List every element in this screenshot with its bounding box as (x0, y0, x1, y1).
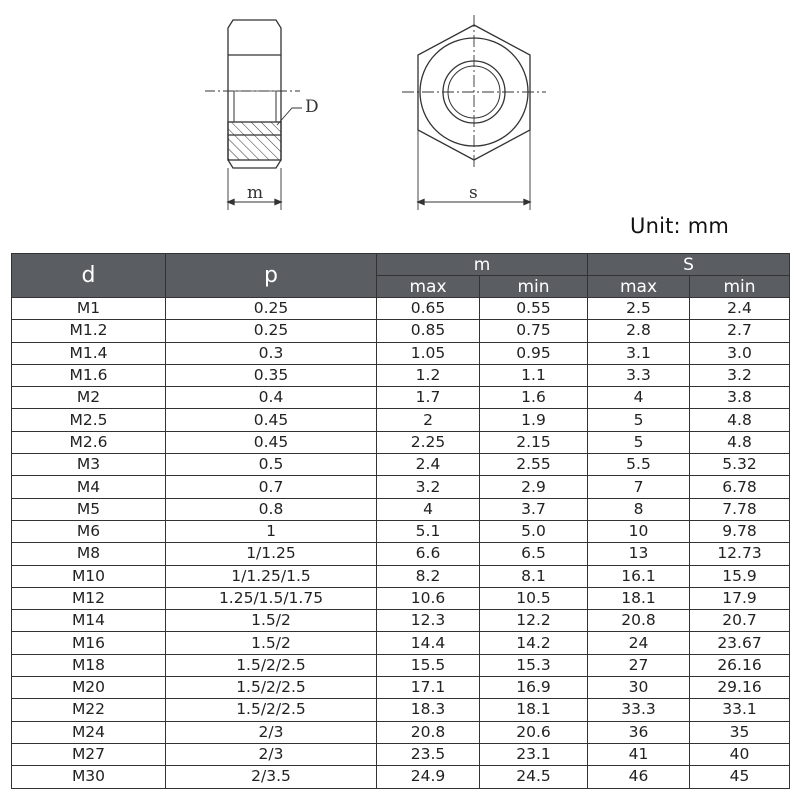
cell-s-max: 10 (588, 520, 690, 542)
cell-s-min: 9.78 (690, 520, 790, 542)
cell-s-max: 36 (588, 721, 690, 743)
table-row (12, 699, 790, 721)
cell-d: M1 (12, 298, 166, 320)
cell-m-min: 1.9 (480, 409, 588, 431)
cell-d: M20 (12, 677, 166, 699)
cell-d: M14 (12, 610, 166, 632)
cell-s-min: 45 (690, 766, 790, 788)
cell-m-min: 8.1 (480, 565, 588, 587)
cell-s-min: 12.73 (690, 543, 790, 565)
cell-p: 0.4 (166, 387, 377, 409)
cell-d: M10 (12, 565, 166, 587)
cell-m-min: 18.1 (480, 699, 588, 721)
cell-s-max: 16.1 (588, 565, 690, 587)
cell-p: 1 (166, 520, 377, 542)
cell-m-max: 1.2 (377, 364, 480, 386)
cell-m-max: 23.5 (377, 743, 480, 765)
cell-p: 2/3.5 (166, 766, 377, 788)
table-row (12, 587, 790, 609)
cell-s-max: 30 (588, 677, 690, 699)
cell-m-min: 0.95 (480, 342, 588, 364)
cell-s-min: 17.9 (690, 587, 790, 609)
cell-m-max: 24.9 (377, 766, 480, 788)
cell-d: M30 (12, 766, 166, 788)
header-d: d (12, 254, 166, 298)
cell-m-min: 2.55 (480, 454, 588, 476)
cell-m-max: 8.2 (377, 565, 480, 587)
table-row (12, 565, 790, 587)
front-view (402, 15, 546, 210)
cell-m-max: 15.5 (377, 654, 480, 676)
cell-p: 0.25 (166, 298, 377, 320)
cell-m-max: 2.4 (377, 454, 480, 476)
table-row (12, 543, 790, 565)
cell-s-max: 5.5 (588, 454, 690, 476)
cell-m-min: 10.5 (480, 587, 588, 609)
table-row (12, 342, 790, 364)
cell-s-min: 29.16 (690, 677, 790, 699)
cell-d: M18 (12, 654, 166, 676)
cell-p: 0.45 (166, 431, 377, 453)
cell-s-min: 4.8 (690, 409, 790, 431)
cell-s-max: 46 (588, 766, 690, 788)
cell-s-max: 8 (588, 498, 690, 520)
cell-s-min: 23.67 (690, 632, 790, 654)
cell-m-max: 3.2 (377, 476, 480, 498)
cell-m-max: 18.3 (377, 699, 480, 721)
cell-m-max: 1.7 (377, 387, 480, 409)
header-m: m (377, 254, 588, 276)
header-m-min: min (480, 276, 588, 298)
table-row (12, 721, 790, 743)
cell-d: M2.6 (12, 431, 166, 453)
cell-s-min: 5.32 (690, 454, 790, 476)
cell-m-min: 12.2 (480, 610, 588, 632)
cell-p: 1.5/2 (166, 632, 377, 654)
cell-d: M6 (12, 520, 166, 542)
cell-p: 0.25 (166, 320, 377, 342)
cell-s-min: 2.7 (690, 320, 790, 342)
cell-s-min: 3.8 (690, 387, 790, 409)
table-row (12, 743, 790, 765)
cell-m-max: 5.1 (377, 520, 480, 542)
cell-m-min: 6.5 (480, 543, 588, 565)
cell-p: 0.3 (166, 342, 377, 364)
cell-s-min: 33.1 (690, 699, 790, 721)
cell-s-min: 35 (690, 721, 790, 743)
cell-s-min: 3.2 (690, 364, 790, 386)
cell-d: M2.5 (12, 409, 166, 431)
table-row (12, 766, 790, 788)
cell-s-max: 2.8 (588, 320, 690, 342)
cell-m-min: 24.5 (480, 766, 588, 788)
cell-m-min: 1.6 (480, 387, 588, 409)
cell-s-max: 20.8 (588, 610, 690, 632)
cell-m-max: 10.6 (377, 587, 480, 609)
cell-d: M3 (12, 454, 166, 476)
cell-m-max: 14.4 (377, 632, 480, 654)
cell-s-min: 3.0 (690, 342, 790, 364)
cell-s-min: 26.16 (690, 654, 790, 676)
cell-m-max: 0.65 (377, 298, 480, 320)
cell-s-max: 33.3 (588, 699, 690, 721)
table-row (12, 364, 790, 386)
cell-m-min: 14.2 (480, 632, 588, 654)
cell-m-max: 6.6 (377, 543, 480, 565)
cell-p: 0.45 (166, 409, 377, 431)
cell-p: 1.25/1.5/1.75 (166, 587, 377, 609)
cell-d: M1.6 (12, 364, 166, 386)
cell-p: 1.5/2 (166, 610, 377, 632)
cell-p: 1/1.25/1.5 (166, 565, 377, 587)
table-row (12, 520, 790, 542)
header-s-min: min (690, 276, 790, 298)
cell-m-max: 17.1 (377, 677, 480, 699)
cell-s-max: 24 (588, 632, 690, 654)
table-row (12, 654, 790, 676)
cell-s-min: 40 (690, 743, 790, 765)
cell-p: 0.35 (166, 364, 377, 386)
cell-s-max: 18.1 (588, 587, 690, 609)
width-label: s (469, 183, 478, 203)
cell-d: M1.4 (12, 342, 166, 364)
table-row (12, 431, 790, 453)
cell-s-min: 4.8 (690, 431, 790, 453)
cell-s-max: 2.5 (588, 298, 690, 320)
cell-d: M12 (12, 587, 166, 609)
table-row (12, 476, 790, 498)
cell-d: M27 (12, 743, 166, 765)
header-m-max: max (377, 276, 480, 298)
cell-s-min: 6.78 (690, 476, 790, 498)
thread-label: D (305, 97, 319, 117)
cell-s-min: 2.4 (690, 298, 790, 320)
table-row (12, 387, 790, 409)
hex-nut-drawing (0, 0, 800, 245)
cell-m-min: 1.1 (480, 364, 588, 386)
cell-p: 2/3 (166, 721, 377, 743)
cell-m-max: 0.85 (377, 320, 480, 342)
cell-m-min: 2.15 (480, 431, 588, 453)
cell-p: 0.7 (166, 476, 377, 498)
cell-d: M16 (12, 632, 166, 654)
cell-d: M22 (12, 699, 166, 721)
side-view (205, 20, 302, 210)
table-row (12, 610, 790, 632)
cell-m-max: 20.8 (377, 721, 480, 743)
cell-p: 2/3 (166, 743, 377, 765)
table-row (12, 677, 790, 699)
cell-m-min: 16.9 (480, 677, 588, 699)
cell-s-max: 5 (588, 431, 690, 453)
cell-m-min: 2.9 (480, 476, 588, 498)
cell-m-min: 0.55 (480, 298, 588, 320)
cell-m-max: 1.05 (377, 342, 480, 364)
cell-p: 1.5/2/2.5 (166, 654, 377, 676)
cell-m-min: 5.0 (480, 520, 588, 542)
cell-s-max: 4 (588, 387, 690, 409)
table-body (12, 298, 790, 789)
table-row (12, 409, 790, 431)
cell-d: M8 (12, 543, 166, 565)
table-row (12, 498, 790, 520)
cell-s-min: 7.78 (690, 498, 790, 520)
cell-p: 1.5/2/2.5 (166, 699, 377, 721)
cell-m-min: 20.6 (480, 721, 588, 743)
cell-m-min: 0.75 (480, 320, 588, 342)
cell-s-max: 27 (588, 654, 690, 676)
cell-p: 1/1.25 (166, 543, 377, 565)
cell-p: 0.8 (166, 498, 377, 520)
cell-d: M24 (12, 721, 166, 743)
cell-s-max: 3.1 (588, 342, 690, 364)
cell-m-max: 2.25 (377, 431, 480, 453)
dimension-table (11, 253, 790, 789)
cell-s-max: 7 (588, 476, 690, 498)
cell-d: M1.2 (12, 320, 166, 342)
header-s-max: max (588, 276, 690, 298)
height-label: m (247, 183, 264, 203)
cell-m-max: 12.3 (377, 610, 480, 632)
cell-s-max: 3.3 (588, 364, 690, 386)
cell-d: M4 (12, 476, 166, 498)
cell-d: M2 (12, 387, 166, 409)
cell-m-min: 15.3 (480, 654, 588, 676)
cell-s-max: 5 (588, 409, 690, 431)
table-row (12, 632, 790, 654)
cell-m-min: 3.7 (480, 498, 588, 520)
table-row (12, 320, 790, 342)
table-row (12, 454, 790, 476)
cell-s-max: 13 (588, 543, 690, 565)
header-s: S (588, 254, 790, 276)
cell-d: M5 (12, 498, 166, 520)
cell-m-max: 2 (377, 409, 480, 431)
cell-m-max: 4 (377, 498, 480, 520)
cell-s-min: 20.7 (690, 610, 790, 632)
cell-m-min: 23.1 (480, 743, 588, 765)
cell-s-max: 41 (588, 743, 690, 765)
cell-s-min: 15.9 (690, 565, 790, 587)
cell-p: 1.5/2/2.5 (166, 677, 377, 699)
header-p: p (166, 254, 377, 298)
table-row (12, 298, 790, 320)
unit-label: Unit: mm (630, 214, 730, 238)
cell-p: 0.5 (166, 454, 377, 476)
